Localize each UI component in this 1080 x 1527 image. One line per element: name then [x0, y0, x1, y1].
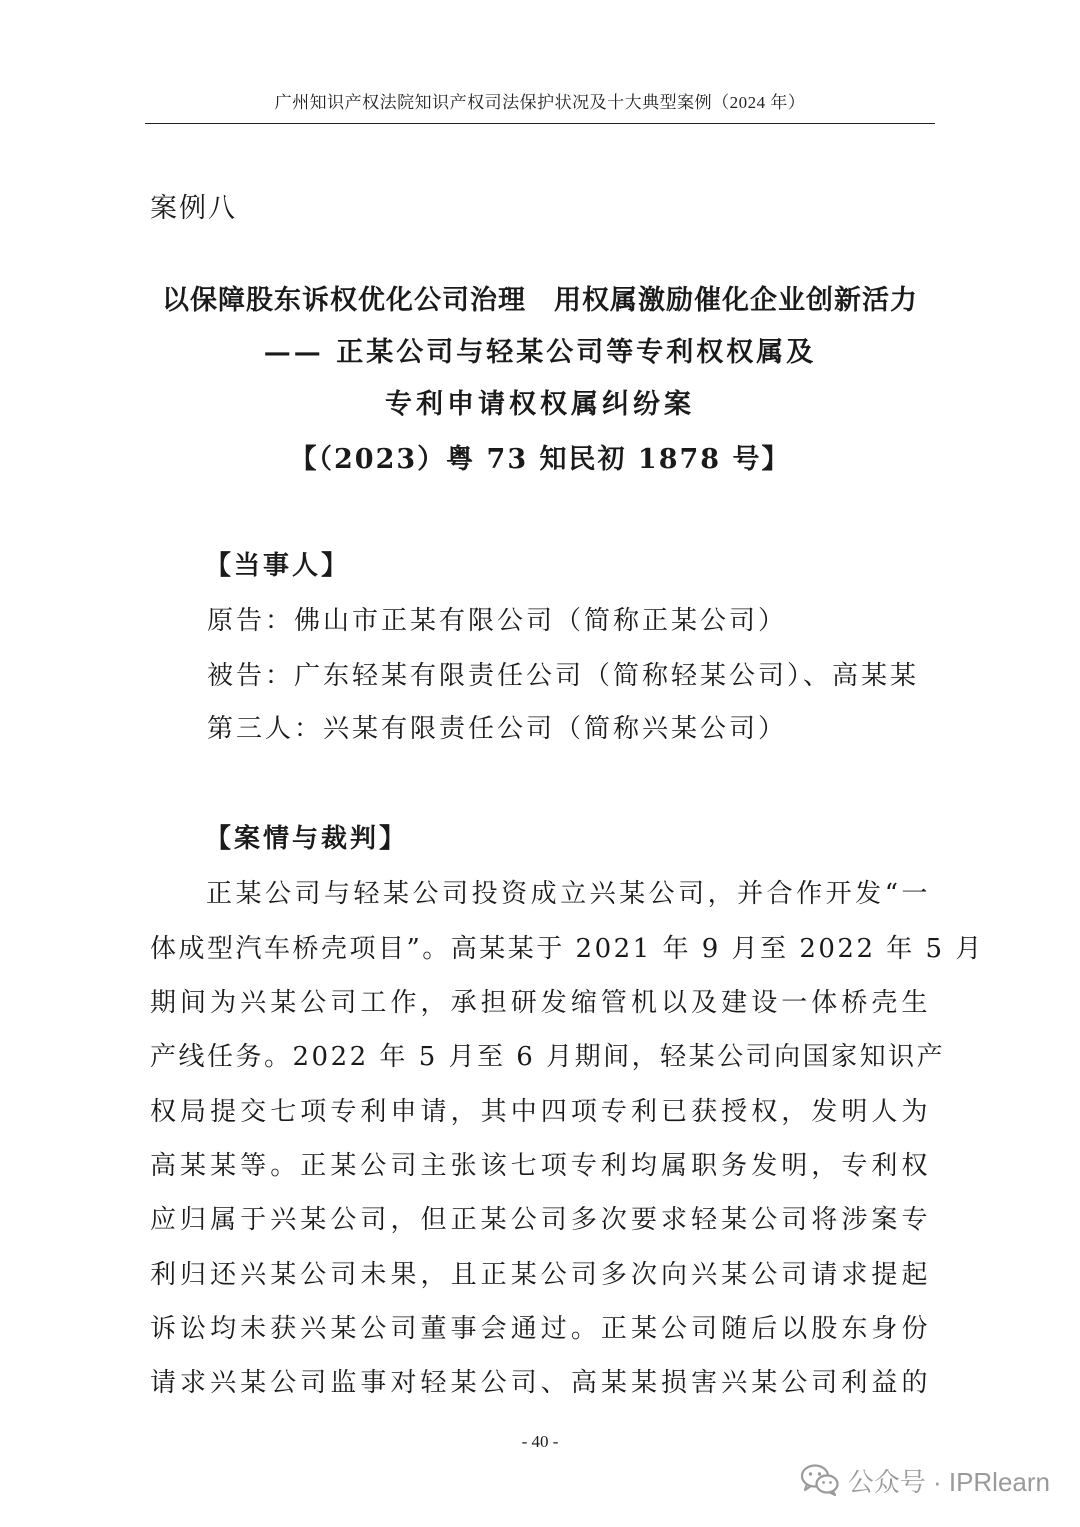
facts-paragraph-line: 高某某等。正某公司主张该七项专利均属职务发明，专利权 [150, 1151, 930, 1181]
watermark-text: 公众号 · IPRlearn [847, 1466, 1050, 1497]
facts-paragraph-line: 权局提交七项专利申请，其中四项专利已获授权，发明人为 [150, 1097, 930, 1127]
facts-paragraph-line: 产线任务。2022 年 5 月至 6 月期间，轻某公司向国家知识产 [150, 1042, 946, 1072]
wechat-watermark [800, 1460, 1050, 1500]
case-docket-number: 【（2023）粤 73 知民初 1878 号】 [289, 444, 791, 475]
page-number: - 40 - [521, 1432, 559, 1451]
case-title-line-3: 专利申请权权属纠纷案 [385, 389, 695, 420]
facts-paragraph-line: 请求兴某公司监事对轻某公司、高某某损害兴某公司利益的 [150, 1368, 930, 1398]
facts-paragraph-line: 正某公司与轻某公司投资成立兴某公司，并合作开发“一 [206, 879, 930, 909]
plaintiff-line: 原告：佛山市正某有限公司（简称正某公司） [207, 606, 788, 636]
running-header: 广州知识产权法院知识产权司法保护状况及十大典型案例（2024 年） [274, 93, 806, 112]
case-title-line-2: —— 正某公司与轻某公司等专利权权属及 [263, 337, 817, 368]
header-rule [145, 123, 935, 124]
case-number-label: 案例八 [150, 193, 237, 224]
facts-paragraph-line: 期间为兴某公司工作，承担研发缩管机以及建设一体桥壳生 [150, 988, 930, 1018]
facts-paragraph-line: 体成型汽车桥壳项目”。高某某于 2021 年 9 月至 2022 年 5 月 [150, 934, 984, 964]
facts-paragraph-line: 利归还兴某公司未果，且正某公司多次向兴某公司请求提起 [150, 1260, 930, 1290]
facts-paragraph-line: 诉讼均未获兴某公司董事会通过。正某公司随后以股东身份 [150, 1314, 930, 1344]
facts-paragraph-line: 应归属于兴某公司，但正某公司多次要求轻某公司将涉案专 [150, 1205, 930, 1235]
third-party-line: 第三人：兴某有限责任公司（简称兴某公司） [207, 714, 788, 744]
defendant-line: 被告：广东轻某有限责任公司（简称轻某公司）、高某某 [207, 661, 920, 691]
parties-heading: 【当事人】 [205, 551, 351, 581]
wechat-icon [800, 1463, 840, 1497]
facts-heading: 【案情与裁判】 [205, 824, 409, 854]
case-title-line-1: 以保障股东诉权优化公司治理 用权属激励催化企业创新活力 [162, 285, 918, 316]
